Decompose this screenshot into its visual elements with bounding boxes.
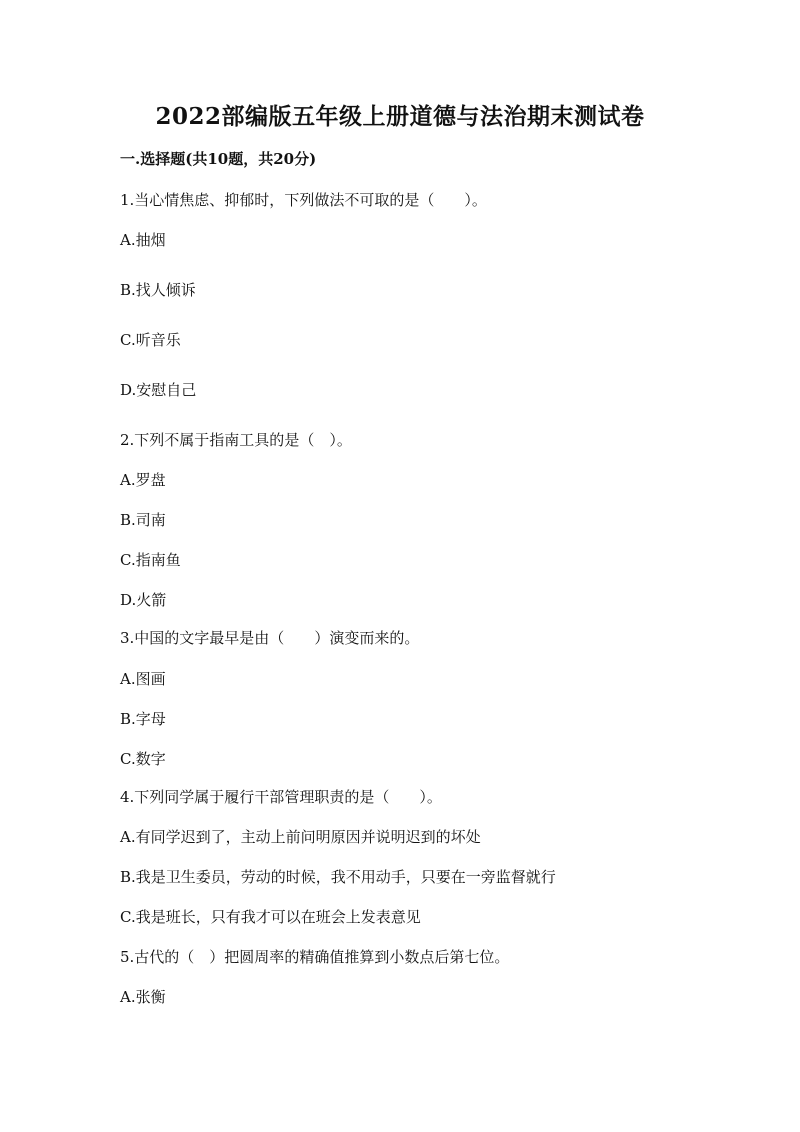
question-2-option-d: D.火箭	[120, 591, 167, 609]
question-2-option-b: B.司南	[120, 511, 166, 529]
question-1-option-d: D.安慰自己	[120, 381, 197, 399]
question-5-stem: 5.古代的（ ）把圆周率的精确值推算到小数点后第七位。	[120, 948, 510, 966]
section-heading: 一.选择题(共10题，共20分)	[120, 150, 317, 168]
question-1-stem: 1.当心情焦虑、抑郁时，下列做法不可取的是（ ）。	[120, 191, 487, 209]
question-2-stem: 2.下列不属于指南工具的是（ ）。	[120, 431, 352, 449]
question-3-option-b: B.字母	[120, 710, 166, 728]
question-3-option-c: C.数字	[120, 750, 166, 768]
question-2-option-a: A.罗盘	[120, 471, 166, 489]
question-3-stem: 3.中国的文字最早是由（ ）演变而来的。	[120, 629, 420, 647]
page-title: 2022部编版五年级上册道德与法治期末测试卷	[155, 103, 645, 130]
question-4-option-b: B.我是卫生委员，劳动的时候，我不用动手，只要在一旁监督就行	[120, 868, 556, 886]
question-1-option-c: C.听音乐	[120, 331, 181, 349]
question-2-option-c: C.指南鱼	[120, 551, 181, 569]
question-1-option-a: A.抽烟	[120, 231, 166, 249]
question-3-option-a: A.图画	[120, 670, 166, 688]
question-1-option-b: B.找人倾诉	[120, 281, 196, 299]
question-4-option-c: C.我是班长，只有我才可以在班会上发表意见	[120, 908, 421, 926]
question-4-stem: 4.下列同学属于履行干部管理职责的是（ ）。	[120, 788, 442, 806]
question-4-option-a: A.有同学迟到了，主动上前问明原因并说明迟到的坏处	[120, 828, 481, 846]
question-5-option-a: A.张衡	[120, 988, 166, 1006]
